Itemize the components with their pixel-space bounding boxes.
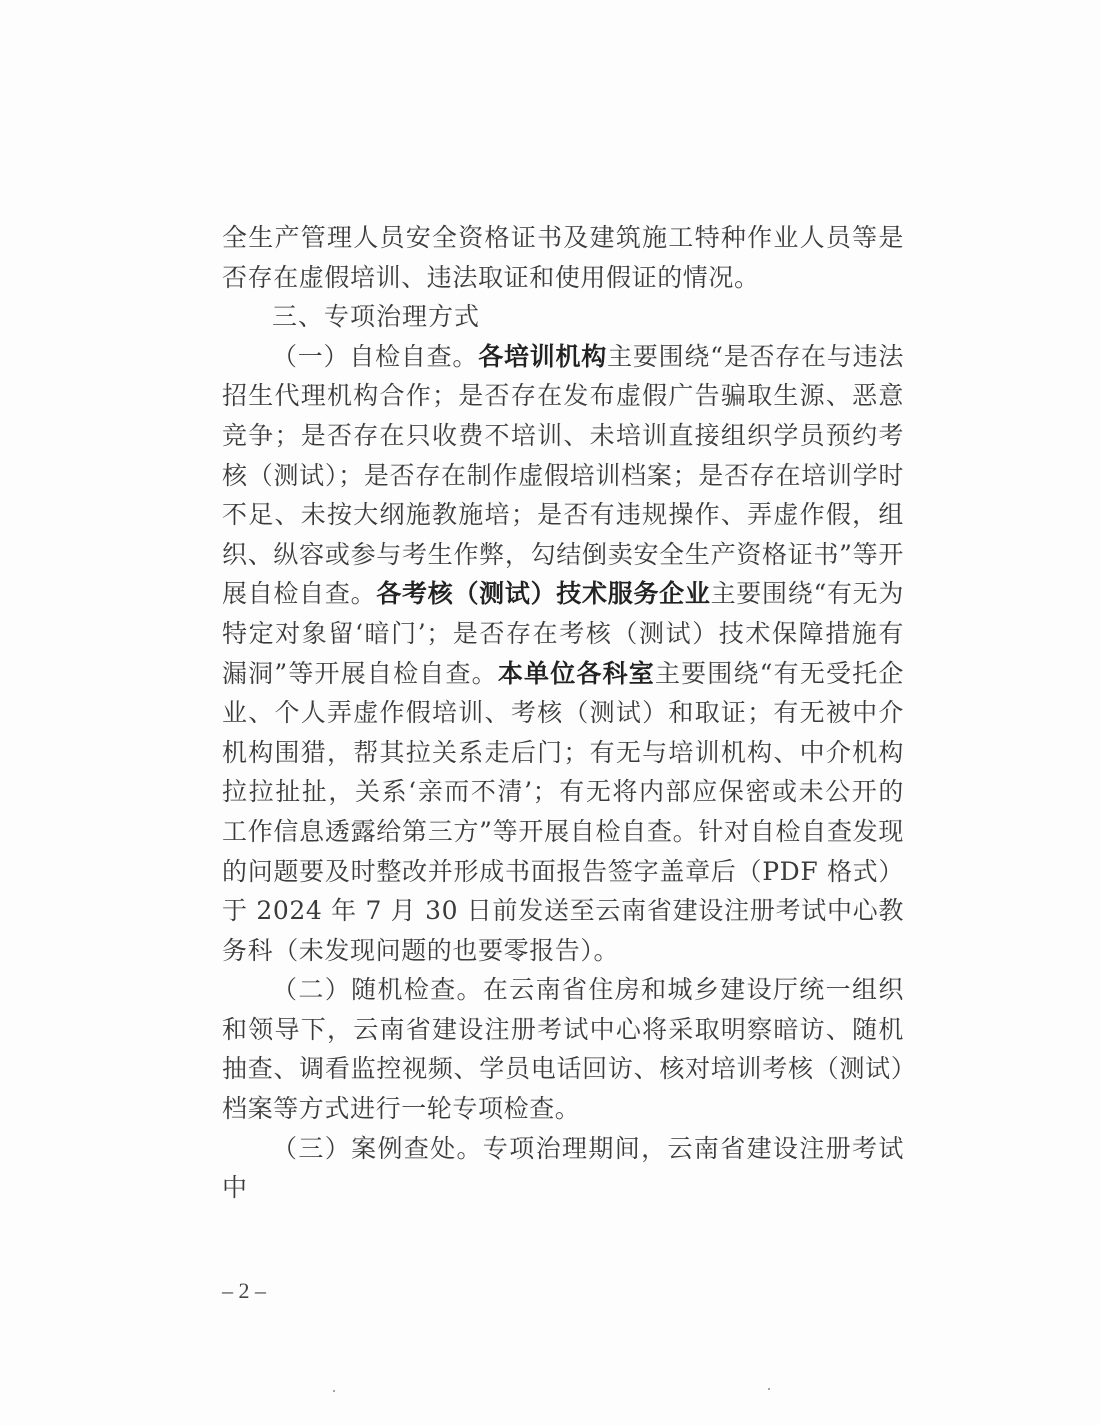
paragraph-continued: 全生产管理人员安全资格证书及建筑施工特种作业人员等是否存在虚假培训、违法取证和使用假证的情况。 <box>222 223 904 292</box>
paragraph-self-check: （一）自检自查。各培训机构主要围绕“是否存在与违法招生代理机构合作；是否存在发布虚假广告骗取生源、恶意竞争；是否存在只收费不培训、未培训直接组织学员预约考核（测试）；是否存在制作虚假培训档案；是否存在培训学时不足、未按大纲施教施培；是否有违规操作、弄虚作假，组织、纵容或参与考生作弊，勾结倒卖安全生产资格证书”等开展自检自查。各考核（测试）技术服务企业主要围绕“有无为特定对象留‘暗门’；是否存在考核（测试）技术保障措施有漏洞”等开展自检自查。本单位各科室主要围绕“有无受托企业、个人弄虚作假培训、考核（测试）和取证；有无被中介机构围猎，帮其拉关系走后门；有无与培训机构、中介机构拉拉扯扯，关系‘亲而不清’；有无将内部应保密或未公开的工作信息透露给第三方”等开展自检自查。针对自检自查发现的问题要及时整改并形成书面报告签字盖章后（PDF 格式）于 2024 年 7 月 30 日前发送至云南省建设注册考试中心教务科（未发现问题的也要零报告）。 <box>222 341 904 965</box>
bold-training-institutions: 各培训机构 <box>478 341 608 371</box>
paragraph-case-handling: （三）案例查处。专项治理期间，云南省建设注册考试中 <box>222 1133 904 1203</box>
page-number: – 2 – <box>222 1278 266 1303</box>
paragraph-random-check: （二）随机检查。在云南省住房和城乡建设厅统一组织和领导下，云南省建设注册考试中心将采取明察暗访、随机抽查、调看监控视频、学员电话回访、核对培训考核（测试）档案等方式进行一轮专项检查。 <box>222 975 904 1124</box>
bold-testing-companies: 各考核（测试）技术服务企业 <box>376 579 711 609</box>
bold-unit-departments: 本单位各科室 <box>497 658 655 688</box>
scan-speck <box>768 1388 770 1390</box>
section-heading-3: 三、专项治理方式 <box>272 302 481 332</box>
scan-speck <box>333 1390 335 1392</box>
document-body <box>222 218 904 1208</box>
